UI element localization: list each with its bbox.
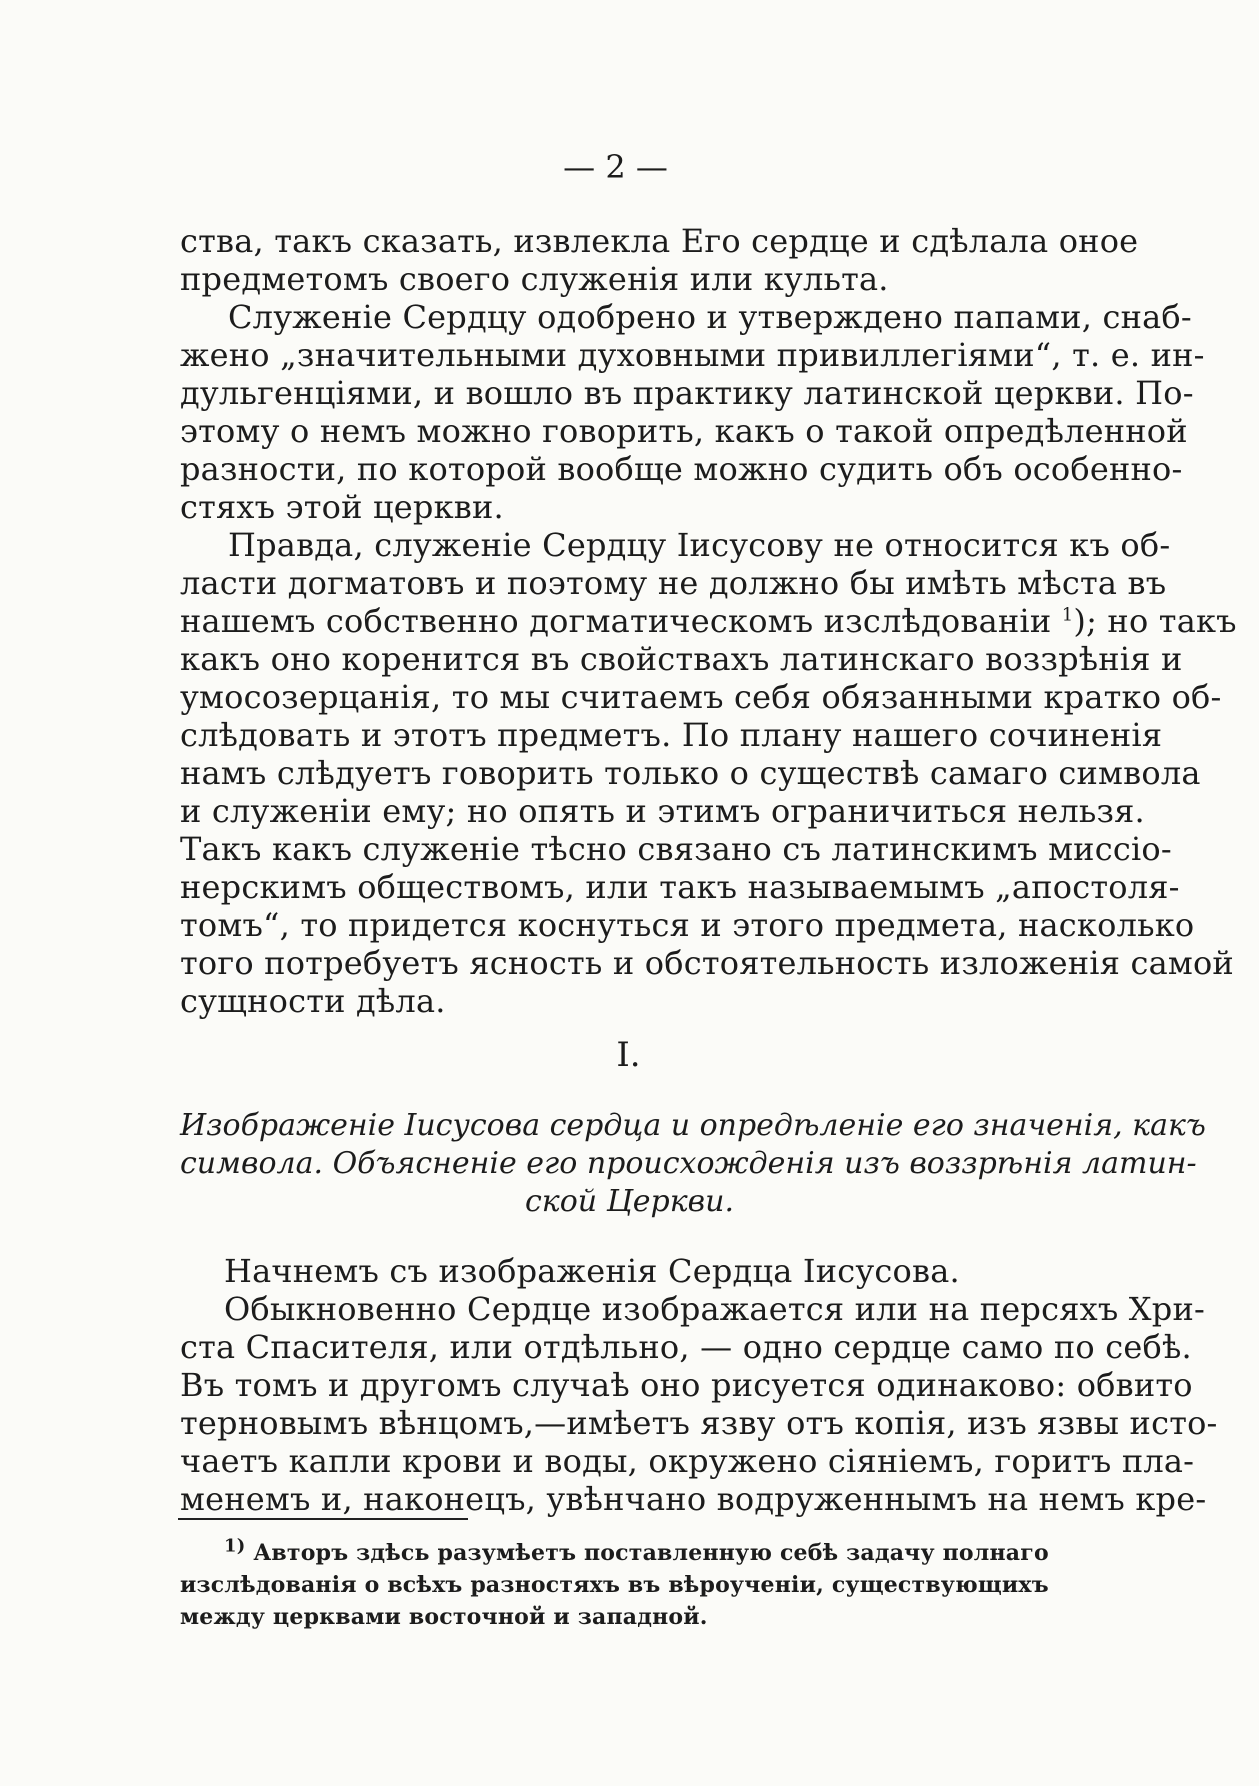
text-line: предметомъ своего служенія или культа. [180,260,889,298]
text-line: Обыкновенно Сердце изображается или на персяхъ Хри- [224,1290,1205,1328]
text-line: разности, по которой вообще можно судить объ особенно- [180,450,1183,488]
text-line: этому о немъ можно говорить, какъ о такой опредѣленной [180,412,1188,450]
text-line: Такъ какъ служеніе тѣсно связано съ латинскимъ миссіо- [180,830,1172,868]
page-number: — 2 — [563,148,668,186]
text-line: ста Спасителя, или отдѣльно, — одно сердце само по себѣ. [180,1328,1192,1366]
section-number: I. [616,1035,641,1075]
footnote-line [224,1535,1049,1568]
footnote-rule [178,1518,468,1520]
text-line-continuation: ); но такъ [1073,602,1237,640]
footnote-line: изслѣдованія о всѣхъ разностяхъ въ вѣроученіи, существующихъ [180,1572,1049,1598]
text-line: жено „значительными духовными привиллегіями“, т. е. ин- [180,336,1205,374]
text-line: менемъ и, наконецъ, увѣнчано водруженнымъ на немъ кре- [180,1480,1207,1518]
text-line: ласти догматовъ и поэтому не должно бы имѣть мѣста въ [180,564,1167,602]
text-line: томъ“, то придется коснуться и этого предмета, насколько [180,906,1195,944]
text-line-with-footnote [180,602,1237,640]
text-line: дульгенціями, и вошло въ практику латинской церкви. По- [180,374,1194,412]
section-heading-line: Изображеніе Іисусова сердца и опредѣленіе его значенія, какъ [180,1108,1206,1143]
text-line: намъ слѣдуетъ говорить только о существѣ самаго символа [180,754,1201,792]
text-line: терновымъ вѣнцомъ,—имѣетъ язву отъ копія, изъ язвы исто- [180,1404,1218,1442]
footnote-line: между церквами восточной и западной. [180,1604,708,1630]
text-line: чаетъ капли крови и воды, окружено сіяніемъ, горитъ пла- [180,1442,1195,1480]
section-heading-line: символа. Объясненіе его происхожденія изъ воззрѣнія латин- [180,1146,1197,1181]
text-line: того потребуетъ ясность и обстоятельность изложенія самой [180,944,1234,982]
text-line: умосозерцанія, то мы считаемъ себя обязанными кратко об- [180,678,1222,716]
text-line: слѣдовать и этотъ предметъ. По плану нашего сочиненія [180,716,1163,754]
footnote-text: Авторъ здѣсь разумѣетъ поставленную себѣ задачу полнаго [253,1540,1049,1566]
text-line: и служеніи ему; но опять и этимъ ограничиться нельзя. [180,792,1145,830]
text-line: стяхъ этой церкви. [180,488,504,526]
text-line: Начнемъ съ изображенія Сердца Іисусова. [224,1252,960,1290]
text-line: Въ томъ и другомъ случаѣ оно рисуется одинаково: обвито [180,1366,1193,1404]
footnote-ref: 1 [1061,604,1074,626]
text-line: нерскимъ обществомъ, или такъ называемымъ „апостоля- [180,868,1180,906]
footnote-marker: 1) [224,1535,246,1557]
text-line: какъ оно коренится въ свойствахъ латинскаго воззрѣнія и [180,640,1183,678]
text-line: Служеніе Сердцу одобрено и утверждено папами, снаб- [228,298,1192,336]
text-line: сущности дѣла. [180,982,446,1020]
text-line: Правда, служеніе Сердцу Іисусову не относится къ об- [228,526,1171,564]
text-line: ства, такъ сказать, извлекла Его сердце и сдѣлала оное [180,222,1139,260]
text-line: нашемъ собственно догматическомъ изслѣдованіи [180,602,1052,640]
section-heading-line: ской Церкви. [525,1184,734,1219]
